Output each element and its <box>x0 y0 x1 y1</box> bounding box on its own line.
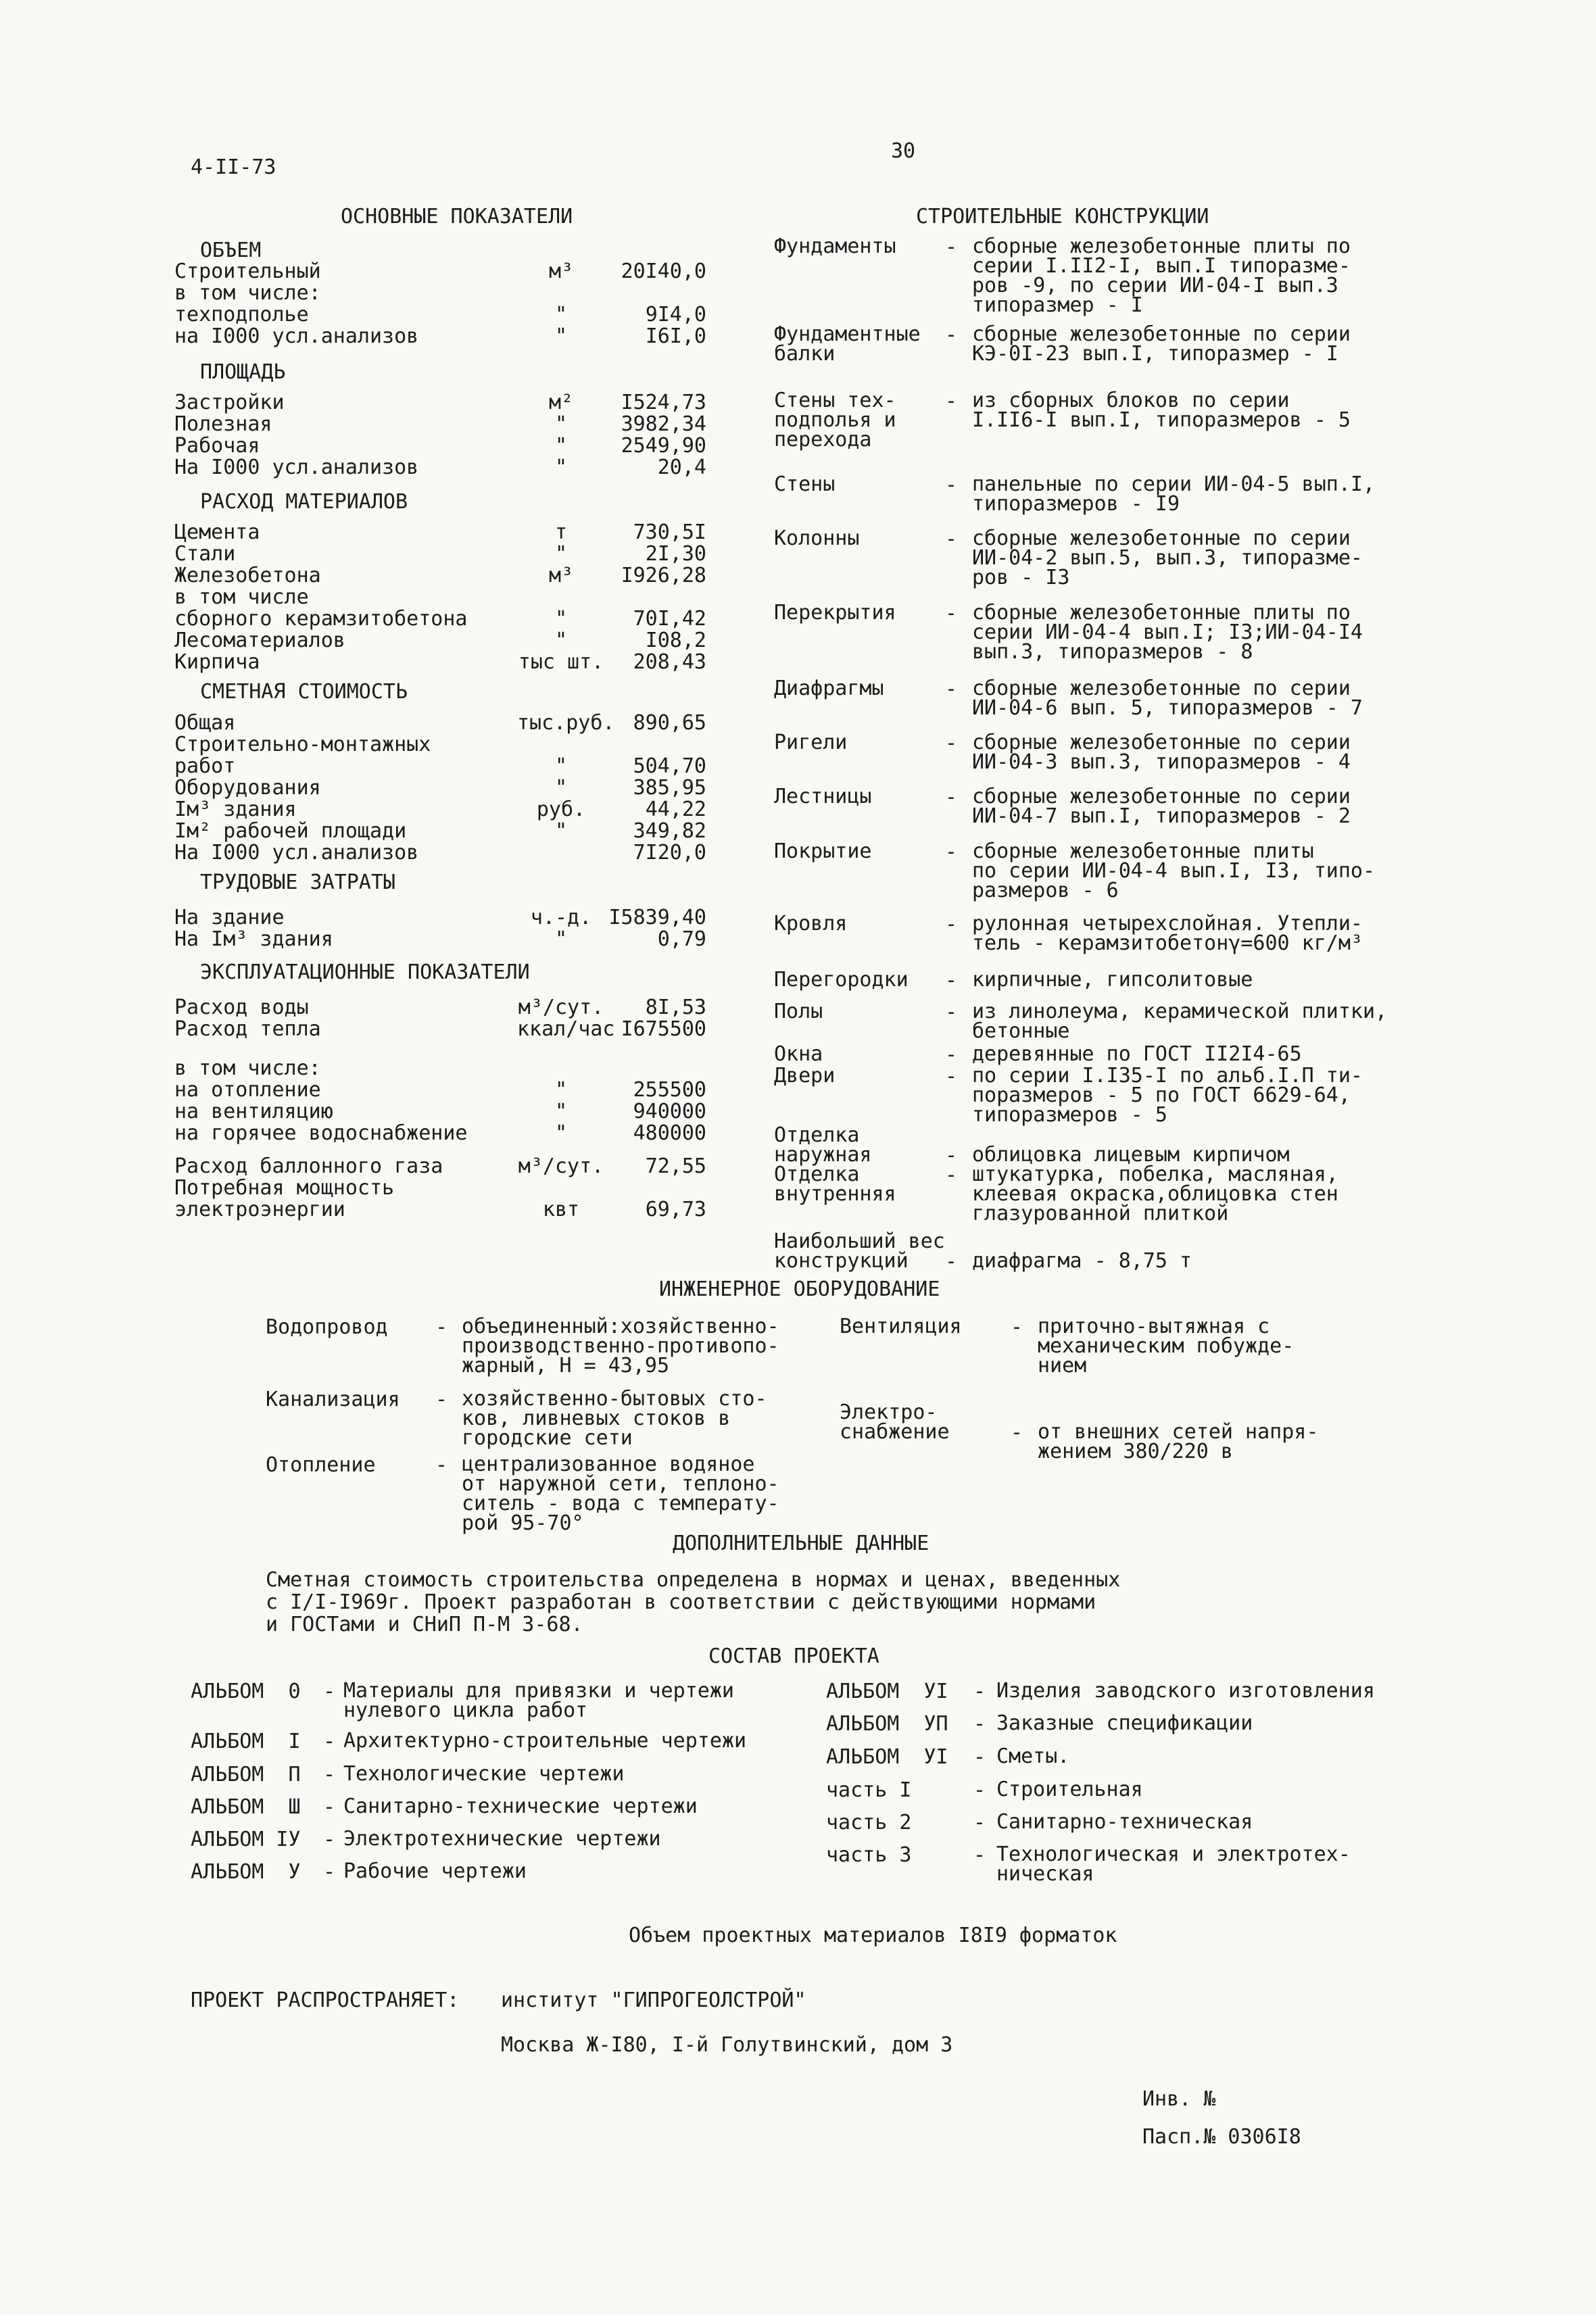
materials-row-6-value: 208,43 <box>633 650 706 674</box>
structure-dash-6: - <box>945 677 958 701</box>
structure-dash-1: - <box>945 323 958 347</box>
structure-name-1: Фундаментные балки <box>774 322 921 366</box>
composition-right-desc-0: Изделия заводского изготовления <box>996 1679 1375 1703</box>
area-row-0-value: I524,73 <box>621 391 706 414</box>
structure-desc-0: сборные железобетонные плиты по серии I.II2-I, вып.I типоразме- ров -9, по серии ИИ-04-I вып.3 типоразмер - I <box>972 235 1351 317</box>
composition-left-dash-2: - <box>323 1763 336 1786</box>
materials-row-5-value: I08,2 <box>645 629 706 652</box>
structure-desc-5: сборные железобетонные плиты по серии ИИ-04-4 вып.I; I3;ИИ-04-I4 вып.3, типоразмеров - 8 <box>972 601 1363 664</box>
volume-construction-unit: м³ <box>548 260 574 283</box>
structure-dash-16: - <box>945 1163 958 1187</box>
structure-desc-1: сборные железобетонные по серии КЭ-0I-23 вып.I, типоразмер - I <box>972 322 1351 366</box>
cost-row-6-value: 7I20,0 <box>633 841 706 864</box>
structure-name-2: Стены тех- подполья и перехода <box>774 389 896 452</box>
labor-row-1-unit: " <box>554 927 568 951</box>
composition-right-desc-4: Санитарно-техническая <box>996 1810 1253 1834</box>
composition-right-key-2: АЛЬБОМ УI <box>826 1745 948 1769</box>
structure-dash-14: - <box>945 1065 958 1088</box>
labor-row-0-value: I5839,40 <box>608 906 706 929</box>
materials-row-0-unit: т <box>554 520 568 544</box>
volume-per1000-unit: " <box>554 324 568 348</box>
composition-left-dash-3: - <box>323 1795 336 1819</box>
composition-left-desc-0: Материалы для привязки и чертежи нулевого цикла работ <box>343 1679 734 1722</box>
materials-row-2-unit: м³ <box>548 564 574 587</box>
cost-row-0-label: Общая <box>174 711 236 735</box>
materials-row-6-label: Кирпича <box>174 650 260 674</box>
operation-row-0-label: Расход воды <box>174 996 309 1019</box>
engineering-left-name-1: Канализация <box>266 1388 400 1411</box>
cost-row-0-unit: тыс.руб. <box>517 711 615 735</box>
cost-row-2-unit: " <box>554 754 568 778</box>
doc-code: 4-II-73 <box>191 155 276 179</box>
labor-heading: ТРУДОВЫЕ ЗАТРАТЫ <box>200 871 395 894</box>
materials-row-4-label: сборного керамзитобетона <box>174 607 468 631</box>
structure-name-16: Отделка внутренняя <box>774 1163 896 1206</box>
volume-note: Объем проектных материалов I8I9 форматок <box>629 1924 1117 1947</box>
composition-left-key-1: АЛЬБОМ I <box>191 1730 301 1753</box>
composition-left-key-5: АЛЬБОМ У <box>191 1860 301 1884</box>
structure-dash-13: - <box>945 1043 958 1067</box>
materials-heading: РАСХОД МАТЕРИАЛОВ <box>200 490 408 514</box>
cost-row-5-value: 349,82 <box>633 819 706 843</box>
labor-row-1-label: На Iм³ здания <box>174 927 333 951</box>
materials-row-5-label: Лесоматериалов <box>174 629 345 652</box>
structure-desc-7: сборные железобетонные по серии ИИ-04-3 вып.3, типоразмеров - 4 <box>972 731 1351 774</box>
area-row-2-unit: " <box>554 434 568 458</box>
composition-right-dash-1: - <box>973 1712 986 1736</box>
materials-row-2-value: I926,28 <box>621 564 706 587</box>
structure-dash-0: - <box>945 235 958 259</box>
operation-row-8-label: электроэнергии <box>174 1198 345 1221</box>
volume-heading: ОБЪЕМ <box>200 239 262 262</box>
structure-name-12: Полы <box>774 1000 823 1023</box>
area-row-0-unit: м² <box>548 391 574 414</box>
structure-desc-2: из сборных блоков по серии I.II6-I вып.I, типоразмеров - 5 <box>972 389 1351 432</box>
volume-tech-value: 9I4,0 <box>645 303 706 326</box>
composition-right-desc-3: Строительная <box>996 1778 1143 1801</box>
materials-row-1-unit: " <box>554 542 568 566</box>
operation-row-4-value: 940000 <box>633 1100 706 1123</box>
composition-left-desc-3: Санитарно-технические чертежи <box>343 1795 698 1818</box>
operation-row-6-label: Расход баллонного газа <box>174 1154 443 1178</box>
volume-construction-value: 20I40,0 <box>621 260 706 283</box>
area-row-1-label: Полезная <box>174 412 272 436</box>
inventory-number: Инв. № <box>1142 2087 1216 2111</box>
distributor-org: институт "ГИПРОГЕОЛСТРОЙ" <box>501 1989 806 2012</box>
composition-left-dash-0: - <box>323 1680 336 1703</box>
structure-desc-10: рулонная четырехслойная. Утепли- тель - керамзитобетонγ=600 кг/м³ <box>972 912 1363 955</box>
structure-dash-10: - <box>945 912 958 936</box>
area-heading: ПЛОЩАДЬ <box>200 360 286 384</box>
operation-row-0-value: 8I,53 <box>645 996 706 1019</box>
structure-name-5: Перекрытия <box>774 601 896 625</box>
operation-row-4-unit: " <box>554 1100 568 1123</box>
engineering-left-desc-0: объединенный:хозяйственно- производственно-противопо- жарный, Н = 43,95 <box>462 1315 779 1378</box>
structure-name-15: Отделка наружная <box>774 1123 872 1167</box>
structures-title: СТРОИТЕЛЬНЫЕ КОНСТРУКЦИИ <box>916 205 1209 228</box>
composition-right-desc-5: Технологическая и электротех- ническая <box>996 1843 1351 1886</box>
composition-left-dash-5: - <box>323 1860 336 1884</box>
structure-name-3: Стены <box>774 472 836 496</box>
cost-row-3-label: Оборудования <box>174 776 321 800</box>
composition-right-key-4: часть 2 <box>826 1811 912 1834</box>
composition-right-key-0: АЛЬБОМ УI <box>826 1680 948 1703</box>
engineering-right-dash-1: - <box>1011 1421 1023 1444</box>
engineering-right-name-1: Электро- снабжение <box>840 1400 950 1444</box>
volume-per1000-value: I6I,0 <box>645 324 706 348</box>
materials-row-5-unit: " <box>554 629 568 652</box>
composition-left-key-3: АЛЬБОМ Ш <box>191 1795 301 1819</box>
structure-name-11: Перегородки <box>774 968 909 992</box>
structure-desc-13: деревянные по ГОСТ II2I4-65 <box>972 1042 1302 1066</box>
structure-desc-9: сборные железобетонные плиты по серии ИИ-04-4 вып.I, I3, типо- размеров - 6 <box>972 839 1376 902</box>
structure-name-7: Ригели <box>774 731 848 754</box>
structure-name-9: Покрытие <box>774 839 872 863</box>
cost-row-6-label: На I000 усл.анализов <box>174 841 419 864</box>
additional-text: Сметная стоимость строительства определена в нормах и ценах, введенных с I/I-I969г. Проект разработан в соответствии с действующими нормами и ГОСТами и СНиП П-М 3-68. <box>266 1568 1121 1636</box>
structure-name-14: Двери <box>774 1064 836 1088</box>
composition-right-desc-2: Сметы. <box>996 1745 1070 1768</box>
cost-row-2-label: работ <box>174 754 236 778</box>
area-row-3-unit: " <box>554 456 568 479</box>
cost-row-4-label: Iм³ здания <box>174 798 297 821</box>
structure-dash-9: - <box>945 840 958 864</box>
composition-left-desc-5: Рабочие чертежи <box>343 1859 527 1883</box>
structure-dash-2: - <box>945 389 958 413</box>
composition-right-dash-5: - <box>973 1843 986 1867</box>
operation-row-8-unit: квт <box>542 1198 580 1221</box>
area-row-0-label: Застройки <box>174 391 285 414</box>
area-row-2-value: 2549,90 <box>621 434 706 458</box>
cost-row-2-value: 504,70 <box>633 754 706 778</box>
structure-name-0: Фундаменты <box>774 235 896 258</box>
operation-row-4-label: на вентиляцию <box>174 1100 333 1123</box>
engineering-right-name-0: Вентиляция <box>840 1315 962 1338</box>
structure-dash-7: - <box>945 731 958 755</box>
composition-right-dash-4: - <box>973 1811 986 1834</box>
structure-dash-12: - <box>945 1000 958 1024</box>
structure-desc-11: кирпичные, гипсолитовые <box>972 968 1253 992</box>
area-row-1-value: 3982,34 <box>621 412 706 436</box>
materials-row-3-label: в том числе <box>174 585 309 609</box>
composition-right-key-1: АЛЬБОМ УП <box>826 1712 948 1736</box>
operation-row-5-unit: " <box>554 1121 568 1145</box>
operation-row-3-unit: " <box>554 1078 568 1102</box>
composition-right-dash-0: - <box>973 1680 986 1703</box>
additional-title: ДОПОЛНИТЕЛЬНЫЕ ДАННЫЕ <box>673 1532 929 1555</box>
operation-row-6-unit: м³/сут. <box>518 1154 604 1178</box>
structure-dash-3: - <box>945 473 958 497</box>
engineering-left-dash-1: - <box>435 1388 448 1411</box>
structure-dash-5: - <box>945 602 958 625</box>
volume-tech-label: техподполье <box>174 303 309 326</box>
materials-row-1-label: Стали <box>174 542 236 566</box>
composition-right-key-5: часть 3 <box>826 1843 912 1867</box>
structure-dash-15: - <box>945 1144 958 1167</box>
operation-row-8-value: 69,73 <box>645 1198 706 1221</box>
structure-dash-4: - <box>945 527 958 551</box>
composition-left-desc-4: Электротехнические чертежи <box>343 1827 661 1851</box>
materials-row-4-unit: " <box>554 607 568 631</box>
structure-name-6: Диафрагмы <box>774 677 884 700</box>
composition-left-key-0: АЛЬБОМ 0 <box>191 1680 301 1703</box>
composition-left-desc-1: Архитектурно-строительные чертежи <box>343 1729 747 1753</box>
structure-desc-6: сборные железобетонные по серии ИИ-04-6 вып. 5, типоразмеров - 7 <box>972 677 1363 720</box>
materials-row-1-value: 2I,30 <box>645 542 706 566</box>
operation-row-1-label: Расход тепла <box>174 1017 321 1041</box>
engineering-left-name-2: Отопление <box>266 1453 376 1477</box>
composition-right-desc-1: Заказные спецификации <box>996 1711 1253 1735</box>
composition-right-dash-3: - <box>973 1778 986 1802</box>
cost-row-5-unit: " <box>554 819 568 843</box>
cost-row-4-unit: руб. <box>536 798 586 821</box>
materials-row-2-label: Железобетона <box>174 564 321 587</box>
materials-row-0-value: 730,5I <box>633 520 706 544</box>
structure-name-10: Кровля <box>774 912 848 935</box>
volume-per1000-label: на I000 усл.анализов <box>174 324 419 348</box>
structure-name-4: Колонны <box>774 527 860 550</box>
area-row-2-label: Рабочая <box>174 434 260 458</box>
engineering-left-desc-1: хозяйственно-бытовых сто- ков, ливневых стоков в городские сети <box>462 1387 767 1450</box>
structure-dash-11: - <box>945 969 958 992</box>
labor-row-0-unit: ч.-д. <box>530 906 592 929</box>
structure-desc-17: диафрагма - 8,75 т <box>972 1249 1192 1273</box>
engineering-right-desc-0: приточно-вытяжная с механическим побужде- нием <box>1038 1315 1295 1378</box>
composition-left-desc-2: Технологические чертежи <box>343 1762 625 1786</box>
cost-row-1-label: Строительно-монтажных <box>174 733 431 756</box>
volume-tech-unit: " <box>554 303 568 326</box>
volume-including: в том числе: <box>174 281 321 305</box>
structure-desc-8: сборные железобетонные по серии ИИ-04-7 вып.I, типоразмеров - 2 <box>972 785 1351 828</box>
operation-row-0-unit: м³/сут. <box>518 996 604 1019</box>
cost-heading: СМЕТНАЯ СТОИМОСТЬ <box>200 680 408 704</box>
operation-row-1-value: I675500 <box>621 1017 706 1041</box>
operation-row-6-value: 72,55 <box>645 1154 706 1178</box>
indicators-title: ОСНОВНЫЕ ПОКАЗАТЕЛИ <box>341 205 573 228</box>
operation-row-5-label: на горячее водоснабжение <box>174 1121 468 1145</box>
structure-desc-15: облицовка лицевым кирпичом <box>972 1143 1290 1167</box>
composition-right-dash-2: - <box>973 1745 986 1769</box>
engineering-title: ИНЖЕНЕРНОЕ ОБОРУДОВАНИЕ <box>659 1277 940 1301</box>
area-row-3-value: 20,4 <box>657 456 706 479</box>
materials-row-6-unit: тыс шт. <box>518 650 604 674</box>
engineering-left-desc-2: централизованное водяное от наружной сети, теплоно- ситель - вода с температу- рой 95-70° <box>462 1453 779 1535</box>
operation-row-3-value: 255500 <box>633 1078 706 1102</box>
composition-left-dash-1: - <box>323 1730 336 1753</box>
structure-desc-4: сборные железобетонные по серии ИИ-04-2 вып.5, вып.3, типоразме- ров - I3 <box>972 527 1363 589</box>
distributor-address: Москва Ж-I80, I-й Голутвинский, дом 3 <box>501 2033 953 2057</box>
engineering-left-dash-2: - <box>435 1453 448 1477</box>
structure-desc-3: панельные по серии ИИ-04-5 вып.I, типоразмеров - I9 <box>972 472 1376 516</box>
operation-row-3-label: на отопление <box>174 1078 321 1102</box>
structure-desc-14: по серии I.I35-I по альб.I.П ти- поразмеров - 5 по ГОСТ 6629-64, типоразмеров - 5 <box>972 1064 1363 1127</box>
area-row-1-unit: " <box>554 412 568 436</box>
composition-right-key-3: часть I <box>826 1778 912 1802</box>
area-row-3-label: На I000 усл.анализов <box>174 456 419 479</box>
operation-row-5-value: 480000 <box>633 1121 706 1145</box>
structure-desc-12: из линолеума, керамической плитки, бетонные <box>972 1000 1388 1043</box>
structure-name-17: Наибольший вес конструкций <box>774 1229 945 1273</box>
engineering-right-dash-0: - <box>1011 1315 1023 1339</box>
structure-dash-8: - <box>945 785 958 809</box>
structure-desc-16: штукатурка, побелка, масляная, клеевая окраска,облицовка стен глазурованной плиткой <box>972 1163 1338 1225</box>
engineering-left-name-0: Водопровод <box>266 1315 388 1339</box>
engineering-left-dash-0: - <box>435 1315 448 1339</box>
page-number: 30 <box>891 139 916 163</box>
passport-number: Пасп.№ 0306I8 <box>1142 2125 1301 2149</box>
labor-row-1-value: 0,79 <box>657 927 706 951</box>
structure-dash-17: - <box>945 1250 958 1273</box>
operation-row-2-label: в том числе: <box>174 1056 321 1080</box>
structure-name-13: Окна <box>774 1042 823 1066</box>
composition-left-key-4: АЛЬБОМ IУ <box>191 1828 301 1851</box>
cost-row-5-label: Iм² рабочей площади <box>174 819 407 843</box>
cost-row-3-value: 385,95 <box>633 776 706 800</box>
cost-row-4-value: 44,22 <box>645 798 706 821</box>
structure-name-8: Лестницы <box>774 785 872 808</box>
materials-row-4-value: 70I,42 <box>633 607 706 631</box>
engineering-right-desc-1: от внешних сетей напря- жением 380/220 в <box>1038 1420 1319 1463</box>
cost-row-0-value: 890,65 <box>633 711 706 735</box>
composition-left-dash-4: - <box>323 1828 336 1851</box>
operation-heading: ЭКСПЛУАТАЦИОННЫЕ ПОКАЗАТЕЛИ <box>200 960 530 984</box>
materials-row-0-label: Цемента <box>174 520 260 544</box>
volume-construction-label: Строительный <box>174 260 321 283</box>
distributor-label: ПРОЕКТ РАСПРОСТРАНЯЕТ: <box>191 1989 460 2012</box>
operation-row-1-unit: ккал/час <box>517 1017 615 1041</box>
cost-row-3-unit: " <box>554 776 568 800</box>
composition-title: СОСТАВ ПРОЕКТА <box>708 1644 879 1668</box>
labor-row-0-label: На здание <box>174 906 285 929</box>
operation-row-7-label: Потребная мощность <box>174 1176 395 1200</box>
composition-left-key-2: АЛЬБОМ П <box>191 1763 301 1786</box>
